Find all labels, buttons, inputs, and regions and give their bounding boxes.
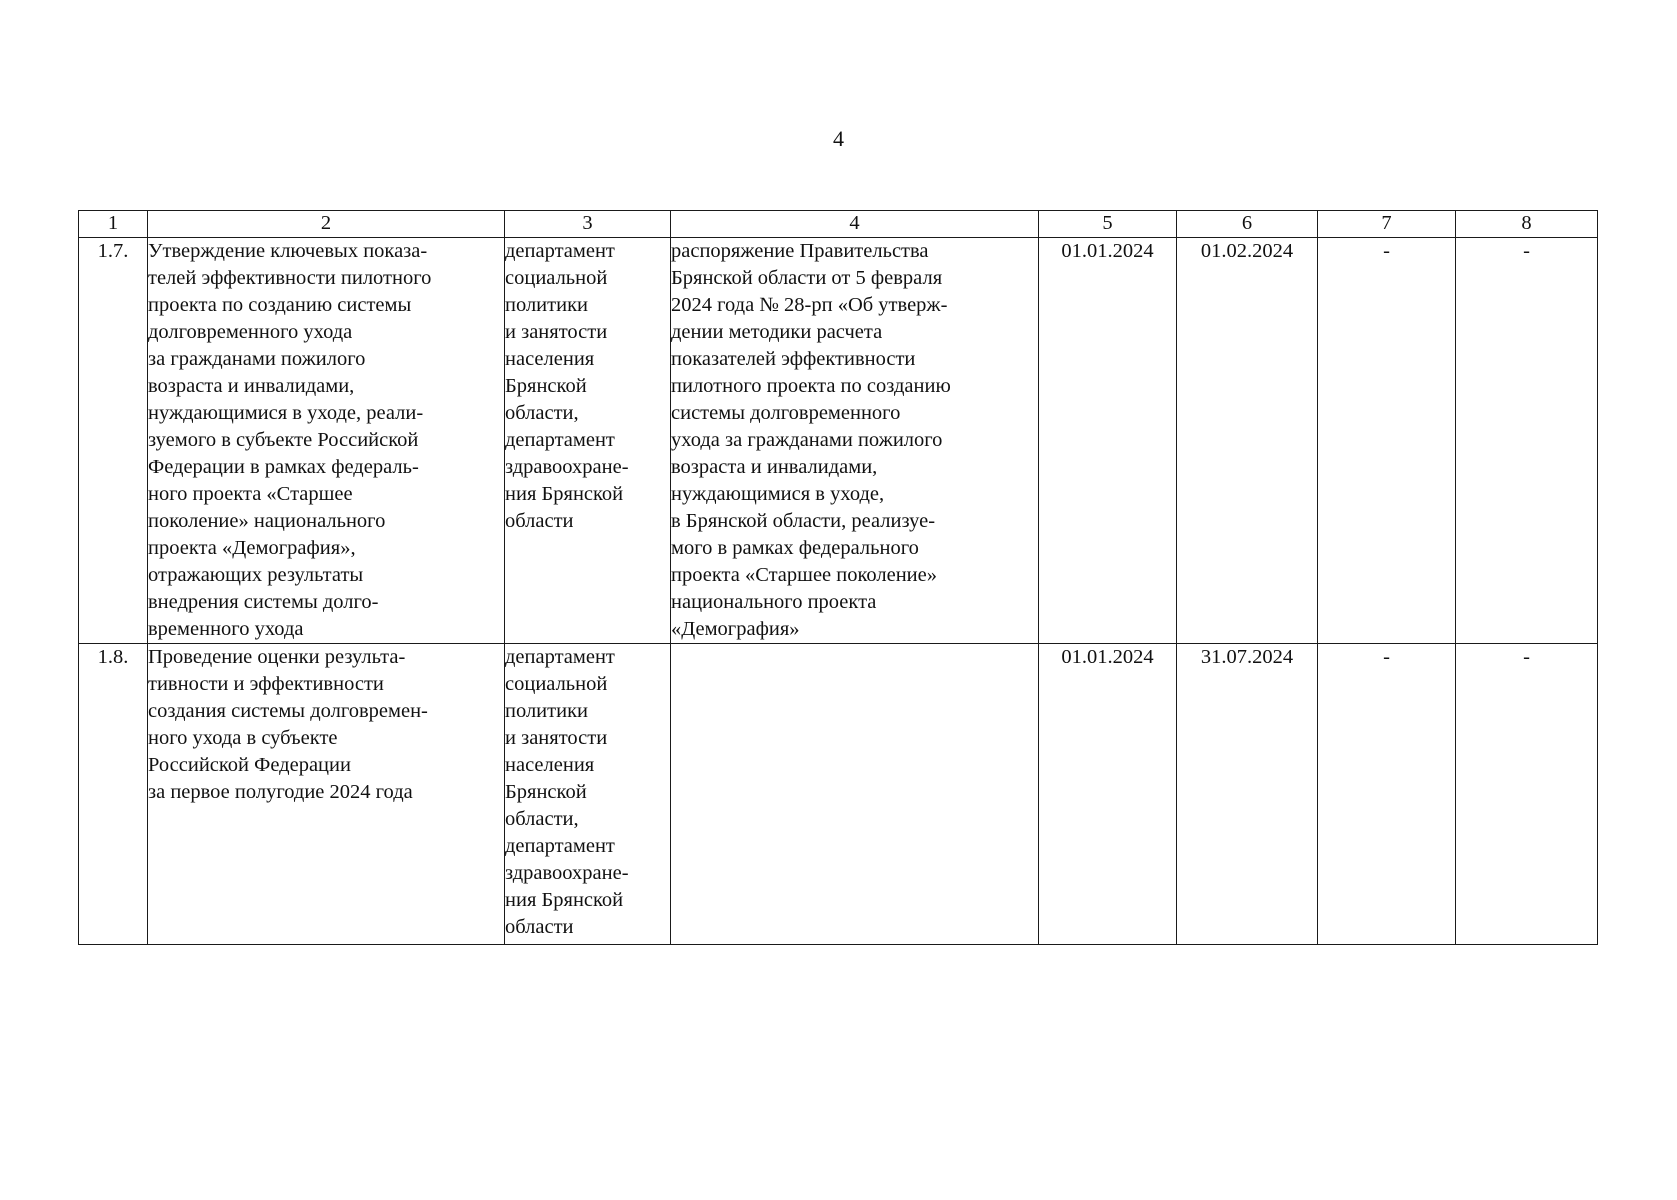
cell-line: нуждающимися в уходе, реали- <box>148 402 424 424</box>
cell-line: национального проекта <box>671 591 877 613</box>
executor-cell <box>505 238 671 644</box>
header-col-7: 7 <box>1318 211 1456 238</box>
cell-line: нуждающимися в уходе, <box>671 483 885 505</box>
cell-line: зуемого в субъекте Российской <box>148 429 419 451</box>
cell-line: Федерации в рамках федераль- <box>148 456 419 478</box>
header-col-3: 3 <box>505 211 671 238</box>
cell-line: временного ухода <box>148 618 304 640</box>
cell-line: департамент <box>505 429 615 451</box>
cell-line: социальной <box>505 673 608 695</box>
executor-cell <box>505 644 671 945</box>
cell-line: политики <box>505 294 589 316</box>
cell-line: внедрения системы долго- <box>148 591 379 613</box>
plan-table <box>78 210 1598 945</box>
cell-line: ния Брянской <box>505 889 624 911</box>
table-row <box>79 644 1598 945</box>
cell-line: здравоохране- <box>505 456 629 478</box>
cell-line: распоряжение Правительства <box>671 240 929 262</box>
cell-line: отражающих результаты <box>148 564 364 586</box>
cell-line: мого в рамках федерального <box>671 537 919 559</box>
table-row <box>79 238 1598 644</box>
cell-line: ного проекта «Старшее <box>148 483 353 505</box>
cell-line: ного ухода в субъекте <box>148 727 338 749</box>
cell-line: «Демография» <box>671 618 800 640</box>
cell-line: тивности и эффективности <box>148 673 384 695</box>
end-date-cell: 31.07.2024 <box>1177 644 1318 945</box>
header-row <box>79 211 1598 238</box>
col8-cell: - <box>1456 238 1598 644</box>
cell-line: за первое полугодие 2024 года <box>148 781 413 803</box>
cell-line: и занятости <box>505 321 608 343</box>
measure-cell <box>148 644 505 945</box>
cell-line: дении методики расчета <box>671 321 883 343</box>
cell-line: департамент <box>505 835 615 857</box>
cell-line: проекта «Демография», <box>148 537 356 559</box>
cell-line: ния Брянской <box>505 483 624 505</box>
cell-line: политики <box>505 700 589 722</box>
measure-cell <box>148 238 505 644</box>
cell-line: в Брянской области, реализуе- <box>671 510 936 532</box>
end-date-cell: 01.02.2024 <box>1177 238 1318 644</box>
start-date-cell: 01.01.2024 <box>1039 238 1177 644</box>
cell-line: департамент <box>505 240 615 262</box>
cell-line: Брянской области от 5 февраля <box>671 267 943 289</box>
cell-line: за гражданами пожилого <box>148 348 366 370</box>
header-col-5: 5 <box>1039 211 1177 238</box>
cell-line: проекта «Старшее поколение» <box>671 564 937 586</box>
page-number: 4 <box>833 126 844 151</box>
header-col-1: 1 <box>79 211 148 238</box>
cell-line: области, <box>505 402 579 424</box>
header-col-8: 8 <box>1456 211 1598 238</box>
col7-cell: - <box>1318 644 1456 945</box>
cell-line: ухода за гражданами пожилого <box>671 429 943 451</box>
cell-line: показателей эффективности <box>671 348 916 370</box>
cell-line: населения <box>505 754 595 776</box>
cell-line: области <box>505 510 574 532</box>
col7-cell: - <box>1318 238 1456 644</box>
cell-line: департамент <box>505 646 615 668</box>
cell-line: Проведение оценки результа- <box>148 646 406 668</box>
header-col-4: 4 <box>671 211 1039 238</box>
start-date-cell: 01.01.2024 <box>1039 644 1177 945</box>
cell-line: проекта по созданию системы <box>148 294 412 316</box>
header-col-2: 2 <box>148 211 505 238</box>
cell-line: системы долговременного <box>671 402 901 424</box>
cell-line: долговременного ухода <box>148 321 353 343</box>
cell-line: возраста и инвалидами, <box>671 456 878 478</box>
cell-line: телей эффективности пилотного <box>148 267 432 289</box>
document-cell <box>671 644 1039 945</box>
cell-line: Российской Федерации <box>148 754 351 776</box>
header-col-6: 6 <box>1177 211 1318 238</box>
cell-line: поколение» национального <box>148 510 386 532</box>
cell-line: Брянской <box>505 375 587 397</box>
cell-line: области <box>505 916 574 938</box>
cell-line: области, <box>505 808 579 830</box>
cell-line: Брянской <box>505 781 587 803</box>
row-number: 1.8. <box>79 644 148 945</box>
cell-line: населения <box>505 348 595 370</box>
cell-line: создания системы долговремен- <box>148 700 428 722</box>
cell-line: социальной <box>505 267 608 289</box>
row-number: 1.7. <box>79 238 148 644</box>
document-cell <box>671 238 1039 644</box>
cell-line: 2024 года № 28-рп «Об утверж- <box>671 294 948 316</box>
cell-line: пилотного проекта по созданию <box>671 375 951 397</box>
cell-line: здравоохране- <box>505 862 629 884</box>
col8-cell: - <box>1456 644 1598 945</box>
cell-line: и занятости <box>505 727 608 749</box>
cell-line: возраста и инвалидами, <box>148 375 355 397</box>
cell-line: Утверждение ключевых показа- <box>148 240 428 262</box>
